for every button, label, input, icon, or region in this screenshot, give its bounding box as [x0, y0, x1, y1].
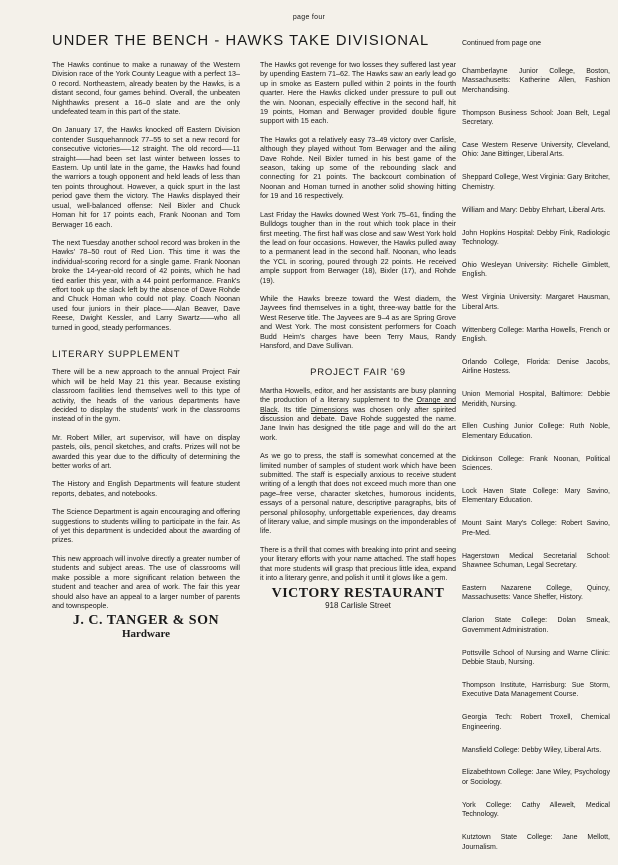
college-entry: Sheppard College, West Virginia: Gary Britcher, Chemistry. — [462, 174, 610, 191]
college-entries-list — [462, 67, 610, 852]
college-entry: Mansfield College: Debby Wiley, Liberal Arts. — [462, 746, 602, 754]
article-paragraph: The Science Department is again encouraging and offering suggestions to students willing to participate in the fair. As of yet this department is undecided about the awarding of prizes. — [52, 507, 240, 545]
page-number-label: page four — [292, 14, 326, 21]
fair-text: Martha Howells, editor, and her assistants are busy planning the production of a literary supplement to the — [260, 385, 456, 405]
column-sports-left — [52, 60, 240, 639]
article-paragraph: As we go to press, the staff is somewhat concerned at the limited number of samples of student work which have been submitted. The staff is especially anxious to receive student writing of a length that does not exceed much more than one page–free verse, character sketches, humorous incidents, essays of a personal nature, descriptive paragraphs, bits of personal philosophy, unforgettable experiences, day dreams of literary value, and simple musings on the imponderables of life. — [260, 451, 456, 536]
college-entry: Chamberlayne Junior College, Boston, Massachusetts: Katherine Allen, Fashion Merchandising. — [462, 68, 610, 94]
page-headline: UNDER THE BENCH - HAWKS TAKE DIVISIONAL — [52, 32, 430, 49]
college-entry: Hagerstown Medical Secretarial School: Shawnee Schuman, Legal Secretary. — [462, 552, 610, 570]
article-paragraph: There is a thrill that comes with breaking into print and seeing your literary efforts with your name attached. The staff hopes that more students will grasp that precious little idea, expand it into a literary genre, and polish it until it glows like a gem. — [260, 544, 456, 583]
orange-and-black-title: Orange and Black — [260, 395, 456, 414]
fair-text: was chosen only after spirited discussion and debate. Dave Rohde suggested the name. Jane Irwin has designed the title page and will do the art work. — [260, 404, 456, 442]
tanger-ad-type: Hardware — [121, 627, 171, 640]
college-entry: Eastern Nazarene College, Quincy, Massachusetts: Vance Sheffer, History. — [462, 585, 610, 602]
article-paragraph: The History and English Departments will feature student reports, debates, and notebooks. — [52, 479, 240, 498]
college-entry: Thompson Business School: Joan Belt, Legal Secretary. — [462, 109, 610, 127]
college-entry: Mount Saint Mary's College: Robert Savino, Pre-Med. — [462, 520, 610, 537]
victory-ad-address: 918 Carlisle Street — [325, 600, 391, 610]
victory-ad-name: VICTORY RESTAURANT — [271, 585, 445, 601]
literary-supplement-heading: LITERARY SUPPLEMENT — [52, 348, 181, 360]
article-paragraph: While the Hawks breeze toward the West diadem, the Jayvees find themselves in a tight, three-way battle for the West Reserve title. The Jayvees are 9–4 as are Spring Grove and West York. The most consistent performers for Coach Budd Heim's charges have been Terry Maus, Randy Hansford, and Dave Sullivan. — [260, 293, 456, 350]
college-entry: Dickinson College: Frank Noonan, Political Sciences. — [462, 455, 610, 473]
college-entry: Union Memorial Hospital, Baltimore: Debbie Meridith, Nursing. — [462, 391, 610, 408]
article-paragraph: There will be a new approach to the annual Project Fair which will be held May 21 this year. Because existing classroom facilities lend themselves well to this type of activity, the heads of the various departments have decided to display the students' work in the classrooms instead of in the gym. — [52, 367, 240, 424]
college-entry: Case Western Reserve University, Cleveland, Ohio: Jane Bittinger, Liberal Arts. — [462, 142, 610, 159]
college-entry: West Virginia University: Margaret Hausman, Liberal Arts. — [462, 294, 610, 311]
college-entry: John Hopkins Hospital: Debby Fink, Radiologic Technology. — [462, 229, 610, 246]
college-entry: Kutztown State College: Jane Mellott, Journalism. — [462, 834, 610, 851]
project-fair-heading: PROJECT FAIR '69 — [310, 367, 406, 379]
college-entry: Lock Haven State College: Mary Savino, Elementary Education. — [462, 488, 610, 505]
college-entry: Thompson Institute, Harrisburg: Sue Storm, Executive Data Management Course. — [462, 681, 610, 699]
tanger-ad-name: J. C. TANGER & SON — [72, 613, 220, 629]
article-paragraph: Last Friday the Hawks downed West York 75–61, finding the Bulldogs tougher than in the rout which took place in their first meeting. The first half was close and saw West York hold the lead on four occasions. However, the Hawks pulled away to a permanent lead in the second half. Noonan, who leads the YCL in scoring, poured through 22 points. He received ample support from Berwager (18), Bixler (17), and Rohde (19). — [260, 209, 456, 285]
article-paragraph: The Hawks got a relatively easy 73–49 victory over Carlisle, although they played without Tom Berwager and the ailing Dave Rohde. Neil Bixler turned in his best game of the season, taking up some of the rebounding slack and connecting for 21 points. The backcourt combination of Noonan and Homan turned in another solid showing hitting for 19 and 16 respectively. — [260, 134, 456, 201]
college-entry: Wittenberg College: Martha Howells, French or English. — [462, 326, 610, 343]
college-entry: Orlando College, Florida: Denise Jacobs, Airline Hostess. — [462, 358, 610, 376]
article-paragraph: This new approach will involve directly a greater number of students and subject areas. The use of classrooms will make possible a more significant relation between the student and teacher and area of work. The fair this year should also have an appeal to a larger number of parents and townspeople. — [52, 553, 240, 610]
college-entry: Ellen Cushing Junior College: Ruth Noble, Elementary Education. — [462, 423, 610, 440]
article-paragraph: The Hawks got revenge for two losses they suffered last year by upending Eastern 71–62. The Hawks saw an early lead go up in smoke as Eastern pulled within 2 points in the fourth quarter. Here the Hawks clicked under pressure to pull out the win. Noonan, especially effective in the second half, hit 19 points, Homan and Berwager provided double figure support with 15 each. — [260, 60, 456, 126]
college-entry: Georgia Tech: Robert Troxell, Chemical Engineering. — [462, 714, 610, 731]
article-paragraph: Mr. Robert Miller, art supervisor, will have on display pastels, oils, pencil sketches, and crafts. Prizes will not be awarded this year due to the difficulty of determining the better works of art. — [52, 432, 240, 471]
college-entry: Pottsville School of Nursing and Warne Clinic: Debbie Staub, Nursing. — [462, 649, 610, 667]
article-paragraph — [260, 386, 456, 442]
college-entry: Ohio Wesleyan University: Richelle Gimblett, English. — [462, 261, 610, 279]
column-sports-right — [260, 60, 456, 610]
continued-label: Continued from page one — [462, 40, 541, 47]
college-entry: Clarion State College: Dolan Smeak, Government Administration. — [462, 617, 610, 634]
college-entry: William and Mary: Debby Ehrhart, Liberal Arts. — [462, 206, 606, 214]
article-paragraph: On January 17, the Hawks knocked off Eastern Division contender Susquehannock 77–55 to set a new record for consecutive victories—–12 straight. The old record—–11 straight——had been set last winter between losses to Eastern. Up until late in the game, the Hawks had found the warriors a tough opponent and held leads of less than ten points throughout. However, a quick spurt in the last period gave them the victory. The Hawks displayed their usual, well-balanced offense: Neil Bixler and Chuck Homan hit for 17 points each, Frank Noonan and Tom Berwager 16 each. — [52, 125, 240, 229]
college-entry: York College: Cathy Allewelt, Medical Technology. — [462, 801, 610, 819]
fair-text: . Its title — [277, 404, 311, 414]
article-paragraph: The next Tuesday another school record was broken in the Hawks' 78–50 rout of Red Lion. This time it was the individual-scoring record for a single game. Frank Noonan broke the 14-year-old record of 42 points, which he had tied earlier this year, with a 44 point performance. Frank's effort took up the slack left by the absence of Dave Rohde and Chuck Homan who could not play. Coach Noonan used four juniors in their place——Alan Beaver, Dave Reese, Dwight Kessler, and Larry Swartz——who all turned in good, steady performances. — [52, 237, 240, 332]
college-entry: Elizabethtown College: Jane Wiley, Psychology or Sociology. — [462, 769, 610, 786]
column-college-list — [462, 67, 610, 865]
dimensions-title: Dimensions — [310, 404, 349, 414]
article-paragraph: The Hawks continue to make a runaway of the Western Division race of the York County League with a perfect 13–0 record. Northeastern, already beaten by the Hawks, is a distant second, four games behind. Overall, the unbeaten Nighthawks present a 16–0 slate and are the only undefeated team in this part of the state. — [52, 60, 240, 117]
